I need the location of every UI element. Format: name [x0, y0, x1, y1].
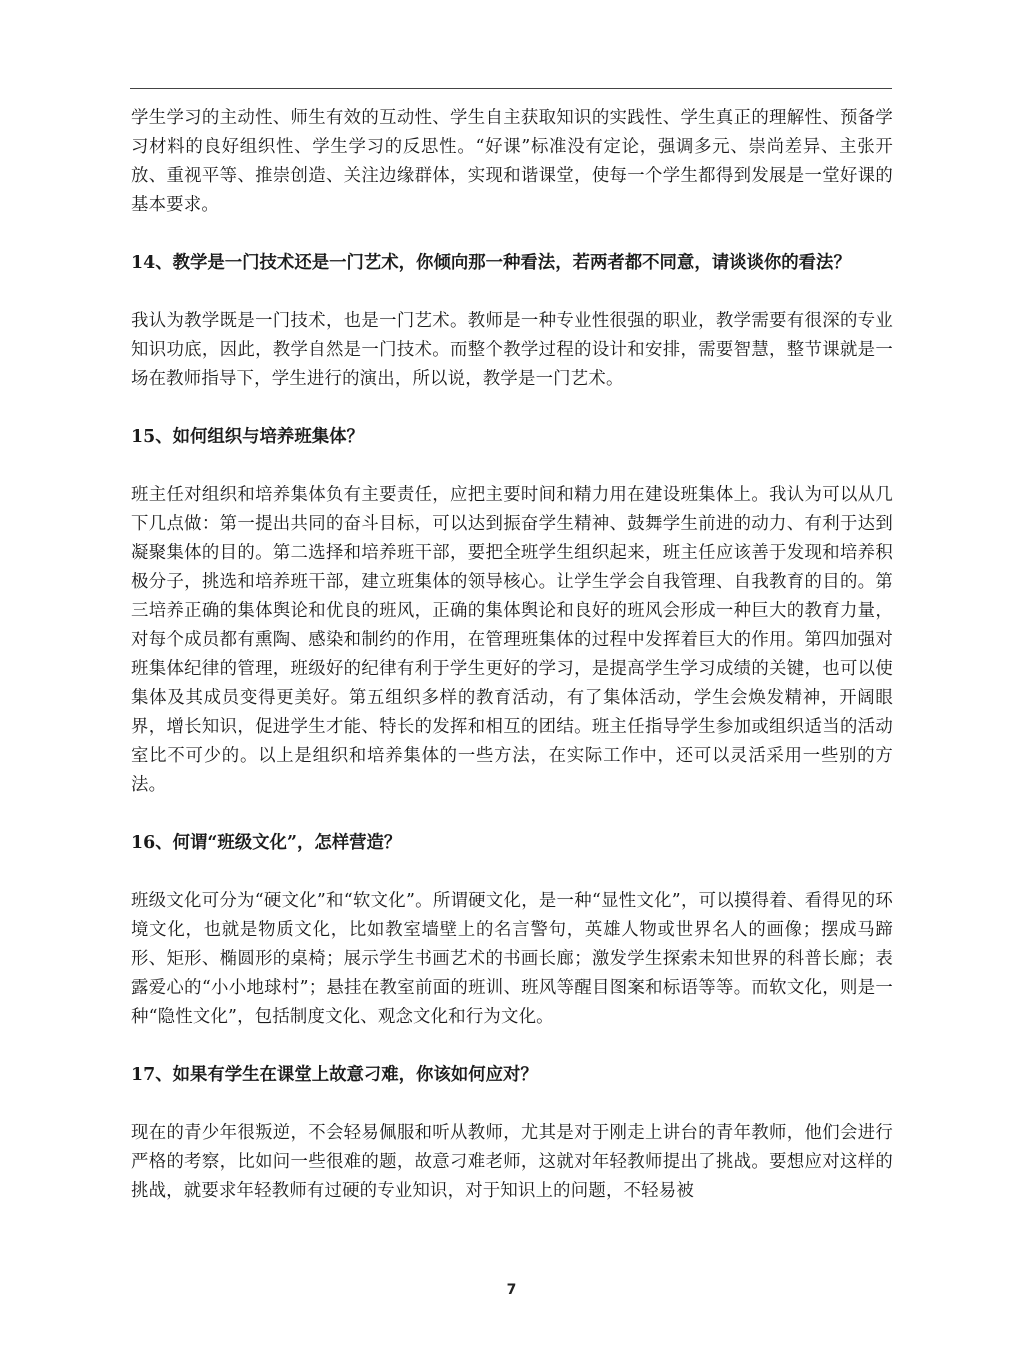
answer-16: 班级文化可分为“硬文化”和“软文化”。所谓硬文化，是一种“显性文化”，可以摸得着、看得见的环境文化，也就是物质文化，比如教室墙壁上的名言警句，英雄人物或世界名人的画像；摆成马蹄形、矩形、椭圆形的桌椅；展示学生书画艺术的书画长廊；激发学生探索未知世界的科普长廊；表露爱心的“小小地球村”；悬挂在教室前面的班训、班风等醒目图案和标语等等。而软文化，则是一种“隐性文化”，包括制度文化、观念文化和行为文化。: [131, 891, 893, 1027]
header-rule: [130, 88, 892, 89]
page-number: 7: [506, 1282, 517, 1298]
question-17: 17、如果有学生在课堂上故意刁难，你该如何应对？: [131, 1065, 538, 1085]
intro-paragraph: 学生学习的主动性、师生有效的互动性、学生自主获取知识的实践性、学生真正的理解性、预备学习材料的良好组织性、学生学习的反思性。“好课”标准没有定论，强调多元、崇尚差异、主张开放、重视平等、推崇创造、关注边缘群体，实现和谐课堂，使每一个学生都得到发展是一堂好课的基本要求。: [131, 108, 893, 215]
question-14: 14、教学是一门技术还是一门艺术，你倾向那一种看法，若两者都不同意，请谈谈你的看法？: [131, 253, 851, 273]
question-16: 16、何谓“班级文化”，怎样营造？: [131, 833, 402, 853]
answer-14: 我认为教学既是一门技术，也是一门艺术。教师是一种专业性很强的职业，教学需要有很深的专业知识功底，因此，教学自然是一门技术。而整个教学过程的设计和安排，需要智慧，整节课就是一场在教师指导下，学生进行的演出，所以说，教学是一门艺术。: [131, 311, 893, 389]
question-15: 15、如何组织与培养班集体？: [131, 427, 364, 447]
answer-15: 班主任对组织和培养集体负有主要责任，应把主要时间和精力用在建设班集体上。我认为可以从几下几点做：第一提出共同的奋斗目标，可以达到振奋学生精神、鼓舞学生前进的动力、有利于达到凝聚集体的目的。第二选择和培养班干部，要把全班学生组织起来，班主任应该善于发现和培养积极分子，挑选和培养班干部，建立班集体的领导核心。让学生学会自我管理、自我教育的目的。第三培养正确的集体舆论和优良的班风，正确的集体舆论和良好的班风会形成一种巨大的教育力量，对每个成员都有熏陶、感染和制约的作用，在管理班集体的过程中发挥着巨大的作用。第四加强对班集体纪律的管理，班级好的纪律有利于学生更好的学习，是提高学生学习成绩的关键，也可以使集体及其成员变得更美好。第五组织多样的教育活动，有了集体活动，学生会焕发精神，开阔眼界，增长知识，促进学生才能、特长的发挥和相互的团结。班主任指导学生参加或组织适当的活动室比不可少的。以上是组织和培养集体的一些方法，在实际工作中，还可以灵活采用一些别的方法。: [131, 485, 893, 795]
page-content: [131, 104, 893, 1206]
answer-17: 现在的青少年很叛逆，不会轻易佩服和听从教师，尤其是对于刚走上讲台的青年教师，他们会进行严格的考察，比如问一些很难的题，故意刁难老师，这就对年轻教师提出了挑战。要想应对这样的挑战，就要求年轻教师有过硬的专业知识，对于知识上的问题，不轻易被: [131, 1123, 893, 1201]
